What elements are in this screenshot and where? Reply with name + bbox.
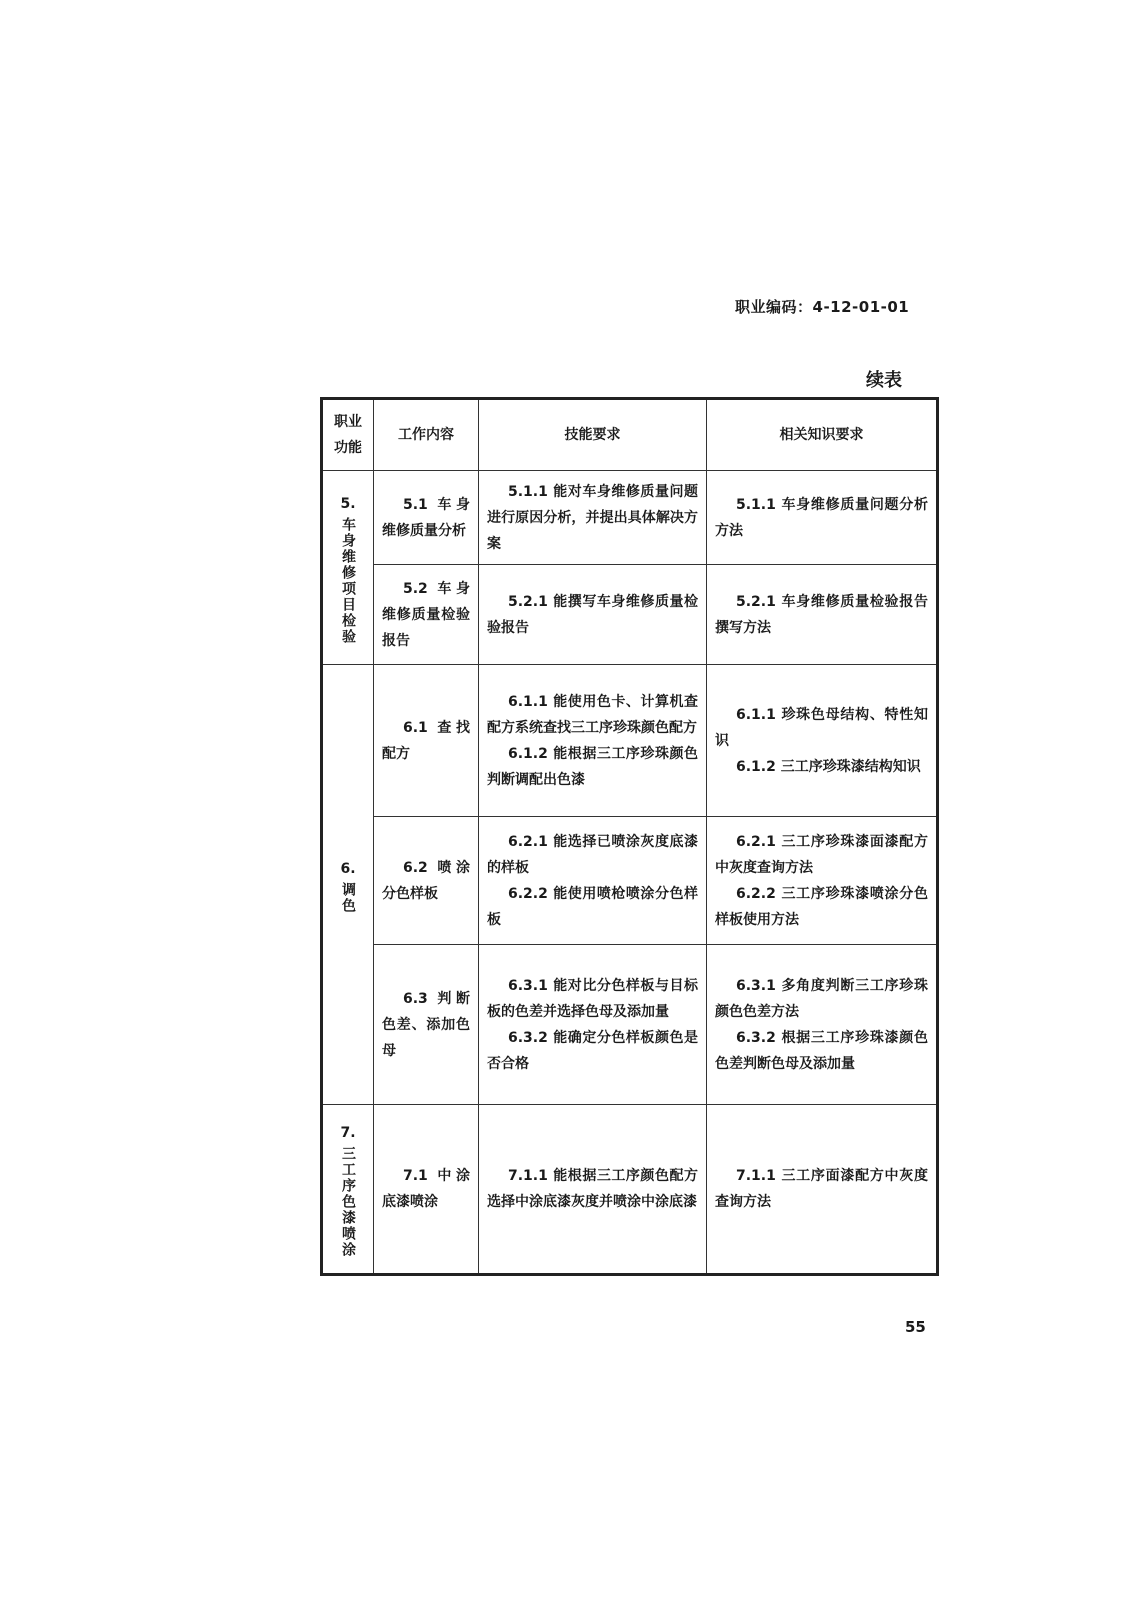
knowledge-requirements: 6.2.1 三工序珍珠漆面漆配方中灰度查询方法 6.2.2 三工序珍珠漆喷涂分色样板使用方法 [707,817,938,945]
skill-requirements: 5.2.1 能撰写车身维修质量检验报告 [479,565,707,665]
col-header-work: 工作内容 [374,399,479,471]
knowledge-requirements: 7.1.1 三工序面漆配方中灰度查询方法 [707,1105,938,1275]
knowledge-requirements: 6.1.1 珍珠色母结构、特性知识 6.1.2 三工序珍珠漆结构知识 [707,665,938,817]
table-row [322,565,938,665]
function-name: 调色 [340,881,356,914]
col-header-function: 职业功能 [322,399,374,471]
occupation-code: 职业编码：4-12-01-01 [735,298,910,316]
table-row [322,1105,938,1275]
knowledge-requirements: 6.3.1 多角度判断三工序珍珠颜色色差方法 6.3.2 根据三工序珍珠漆颜色色差判断色母及添加量 [707,945,938,1105]
work-content: 5.2 车身维修质量检验报告 [374,565,479,665]
function-name: 三工序色漆喷涂 [340,1146,356,1258]
knowledge-requirements: 5.2.1 车身维修质量检验报告撰写方法 [707,565,938,665]
function-name: 车身维修项目检验 [340,516,356,645]
skill-requirements: 6.2.1 能选择已喷涂灰度底漆的样板 6.2.2 能使用喷枪喷涂分色样板 [479,817,707,945]
skill-requirements: 6.1.1 能使用色卡、计算机查配方系统查找三工序珍珠颜色配方 6.1.2 能根据三工序珍珠颜色判断调配出色漆 [479,665,707,817]
work-content: 6.3 判断色差、添加色母 [374,945,479,1105]
col-header-skills: 技能要求 [479,399,707,471]
table-row [322,817,938,945]
skill-requirements: 7.1.1 能根据三工序颜色配方选择中涂底漆灰度并喷涂中涂底漆 [479,1105,707,1275]
continued-label: 续表 [866,370,902,391]
work-content: 6.2 喷涂分色样板 [374,817,479,945]
function-number: 7. [340,1125,356,1141]
occupation-skill-table [320,397,939,1276]
function-number: 6. [340,860,356,877]
work-content: 6.1 查找配方 [374,665,479,817]
skill-requirements: 5.1.1 能对车身维修质量问题进行原因分析，并提出具体解决方案 [479,471,707,565]
function-cell-7 [322,1105,374,1275]
function-cell-6 [322,665,374,1105]
col-header-knowledge: 相关知识要求 [707,399,938,471]
knowledge-requirements: 5.1.1 车身维修质量问题分析方法 [707,471,938,565]
page-number: 55 [905,1318,926,1336]
table-row [322,471,938,565]
table-row [322,945,938,1105]
function-number: 5. [340,495,356,512]
work-content: 5.1 车身维修质量分析 [374,471,479,565]
table-row [322,665,938,817]
table-header-row [322,399,938,471]
skill-requirements: 6.3.1 能对比分色样板与目标板的色差并选择色母及添加量 6.3.2 能确定分色样板颜色是否合格 [479,945,707,1105]
work-content: 7.1 中涂底漆喷涂 [374,1105,479,1275]
function-cell-5 [322,471,374,665]
